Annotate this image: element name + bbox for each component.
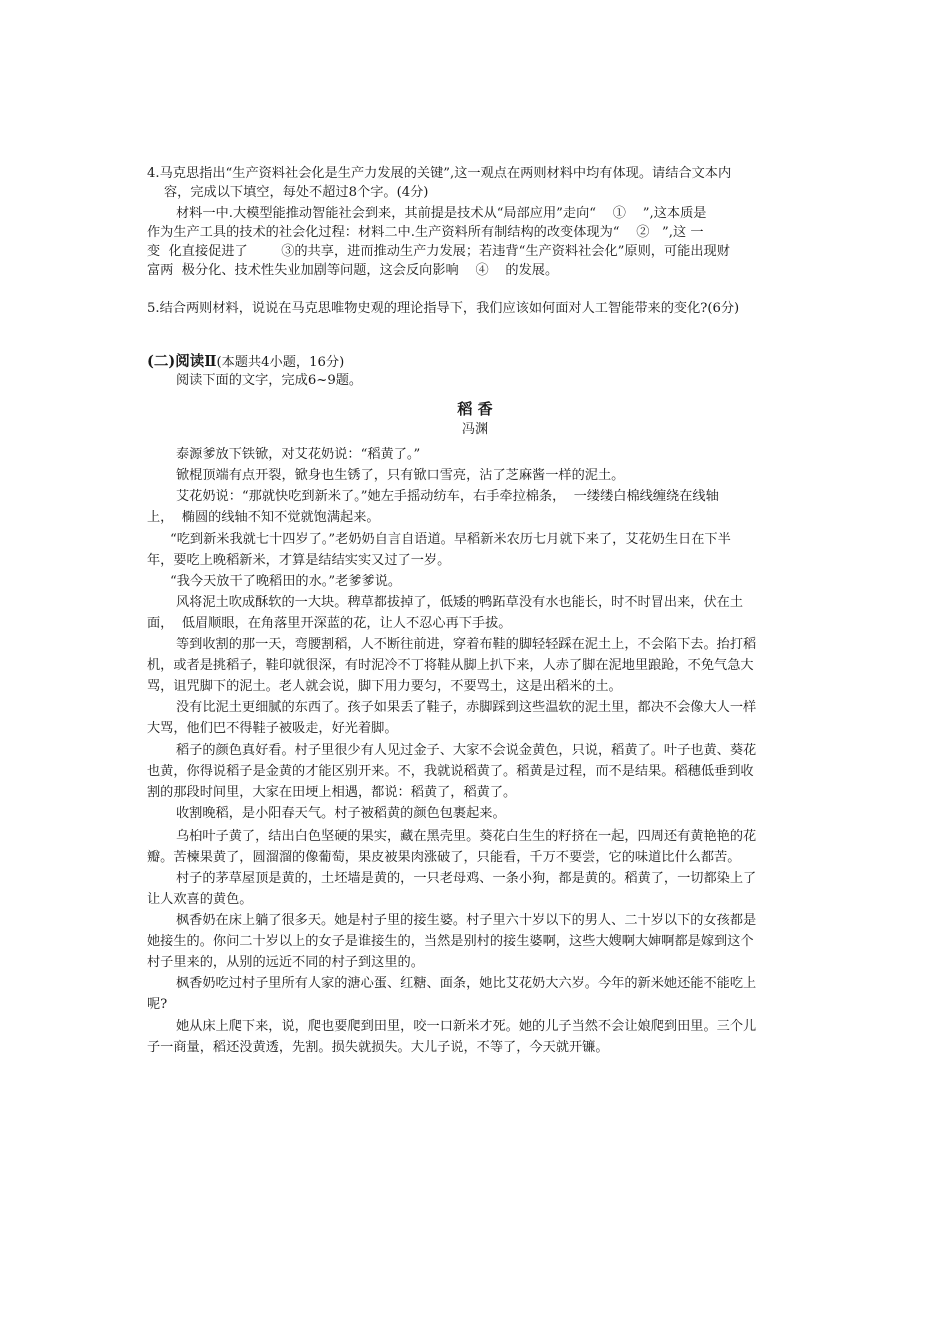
story-line: 乌桕叶子黄了，结出白色坚硬的果实，藏在黑壳里。葵花白生生的籽挤在一起，四周还有黄艳艳的花	[176, 829, 757, 844]
story-line: 稻子的颜色真好看。村子里很少有人见过金子、大家不会说金黄色，只说，稻黄了。叶子也黄、葵花	[176, 743, 757, 758]
story-author: 冯渊	[461, 422, 489, 437]
story-line: 呢?	[147, 997, 168, 1012]
story-line: 割的那段时间里，大家在田埂上相遇，都说：稻黄了，稻黄了。	[147, 785, 517, 800]
story-line: 收割晚稻，是小阳春天气。村子被稻黄的颜色包裹起来。	[176, 806, 506, 821]
story-line: 没有比泥土更细腻的东西了。孩子如果丢了鞋子，赤脚踩到这些温软的泥土里，都决不会像大人一样	[176, 700, 757, 715]
section-heading-title: (二)阅读Ⅱ	[147, 353, 217, 370]
q4-line-6: 富两 极分化、技术性失业加剧等问题，这会反向影响 ④ 的发展。	[147, 263, 559, 278]
question-5: 5.结合两则材料，说说在马克思唯物史观的理论指导下，我们应该如何面对人工智能带来的变化?(6分)	[147, 301, 740, 316]
story-line: 村子里来的，从别的远近不同的村子到这里的。	[147, 955, 424, 970]
section-heading-note: (本题共4小题，16分)	[216, 355, 345, 370]
story-line: 艾花奶说：“那就快吃到新米了。”她左手摇动纺车，右手牵拉棉条， 一缕缕白棉线缠绕在线轴	[176, 489, 719, 504]
story-line: 风将泥土吹成酥软的一大块。稗草都拔掉了，低矮的鸭跖草没有水也能长，时不时冒出来，伏在土	[176, 595, 744, 610]
story-line: “吃到新米我就七十四岁了。”老奶奶自言自语道。早稻新米农历七月就下来了，艾花奶生日在下半	[170, 532, 731, 547]
section-heading	[147, 353, 344, 372]
story-line: 面， 低眉顺眼，在角落里开深蓝的花，让人不忍心再下手拔。	[147, 616, 512, 631]
story-line: 子一商量，稻还没黄透，先割。损失就损失。大儿子说，不等了，今天就开镰。	[147, 1040, 609, 1055]
story-line: 她接生的。你问二十岁以上的女子是谁接生的，当然是别村的接生婆啊，这些大嫂啊大婶啊都是嫁到这个	[147, 934, 754, 949]
story-line: 瓣。苦楝果黄了，圆溜溜的像葡萄，果皮被果肉涨破了，只能看，千万不要尝，它的味道比什么都苦。	[147, 850, 741, 865]
story-title: 稻 香	[457, 400, 493, 418]
q4-line-3: 材料一中.大模型能推动智能社会到来，其前提是技术从“局部应用”走向“ ① ”,这本质是	[176, 206, 707, 221]
q4-line-4: 作为生产工具的技术的社会化过程：材料二中.生产资料所有制结构的改变体现为“ ② ”,这 一	[147, 225, 704, 240]
story-line: 等到收割的那一天，弯腰割稻，人不断往前进，穿着布鞋的脚轻轻踩在泥土上，不会陷下去。抬打稻	[176, 637, 757, 652]
q4-line-5: 变 化直接促进了 ③的共享，进而推动生产力发展；若违背“生产资料社会化”原则，可能出现财	[147, 244, 730, 259]
story-line: 年，要吃上晚稻新米，才算是结结实实又过了一岁。	[147, 553, 451, 568]
section-instruction: 阅读下面的文字，完成6~9题。	[176, 373, 363, 388]
story-line: 枫香奶在床上躺了很多天。她是村子里的接生婆。村子里六十岁以下的男人、二十岁以下的女孩都是	[176, 913, 757, 928]
story-line: 机，或者是挑稻子，鞋印就很深，有时泥冷不丁将鞋从脚上扒下来，人赤了脚在泥地里踉跄，不免气急大	[147, 658, 754, 673]
story-line: 村子的茅草屋顶是黄的，土坯墙是黄的，一只老母鸡、一条小狗，都是黄的。稻黄了，一切都染上了	[176, 871, 757, 886]
story-line: 她从床上爬下来，说，爬也要爬到田里，咬一口新米才死。她的儿子当然不会让娘爬到田里。三个儿	[176, 1019, 757, 1034]
story-line: 锨棍顶端有点开裂，锨身也生锈了，只有锨口雪亮，沾了芝麻酱一样的泥土。	[176, 468, 625, 483]
story-line: 骂，诅咒脚下的泥土。老人就会说，脚下用力要匀，不要骂土，这是出稻米的土。	[147, 679, 622, 694]
q4-line-2: 容，完成以下填空，每处不超过8个字。(4分)	[164, 185, 429, 200]
story-line: 泰源爹放下铁锨，对艾花奶说：“稻黄了。”	[176, 447, 421, 462]
story-line: 让人欢喜的黄色。	[147, 892, 253, 907]
story-line: 枫香奶吃过村子里所有人家的溏心蛋、红糖、面条，她比艾花奶大六岁。今年的新米她还能不能吃上	[176, 976, 757, 991]
q4-line-1: 4.马克思指出“生产资料社会化是生产力发展的关键”,这一观点在两则材料中均有体现。请结合文本内	[147, 166, 732, 181]
story-line: “我今天放干了晚稻田的水。”老爹爹说。	[170, 574, 402, 589]
story-line: 也黄，你得说稻子是金黄的才能区别开来。不，我就说稻黄了。稻黄是过程，而不是结果。稻穗低垂到收	[147, 764, 754, 779]
story-line: 上， 椭圆的线轴不知不觉就饱满起来。	[147, 510, 380, 525]
story-line: 大骂，他们巴不得鞋子被吸走，好光着脚。	[147, 721, 398, 736]
